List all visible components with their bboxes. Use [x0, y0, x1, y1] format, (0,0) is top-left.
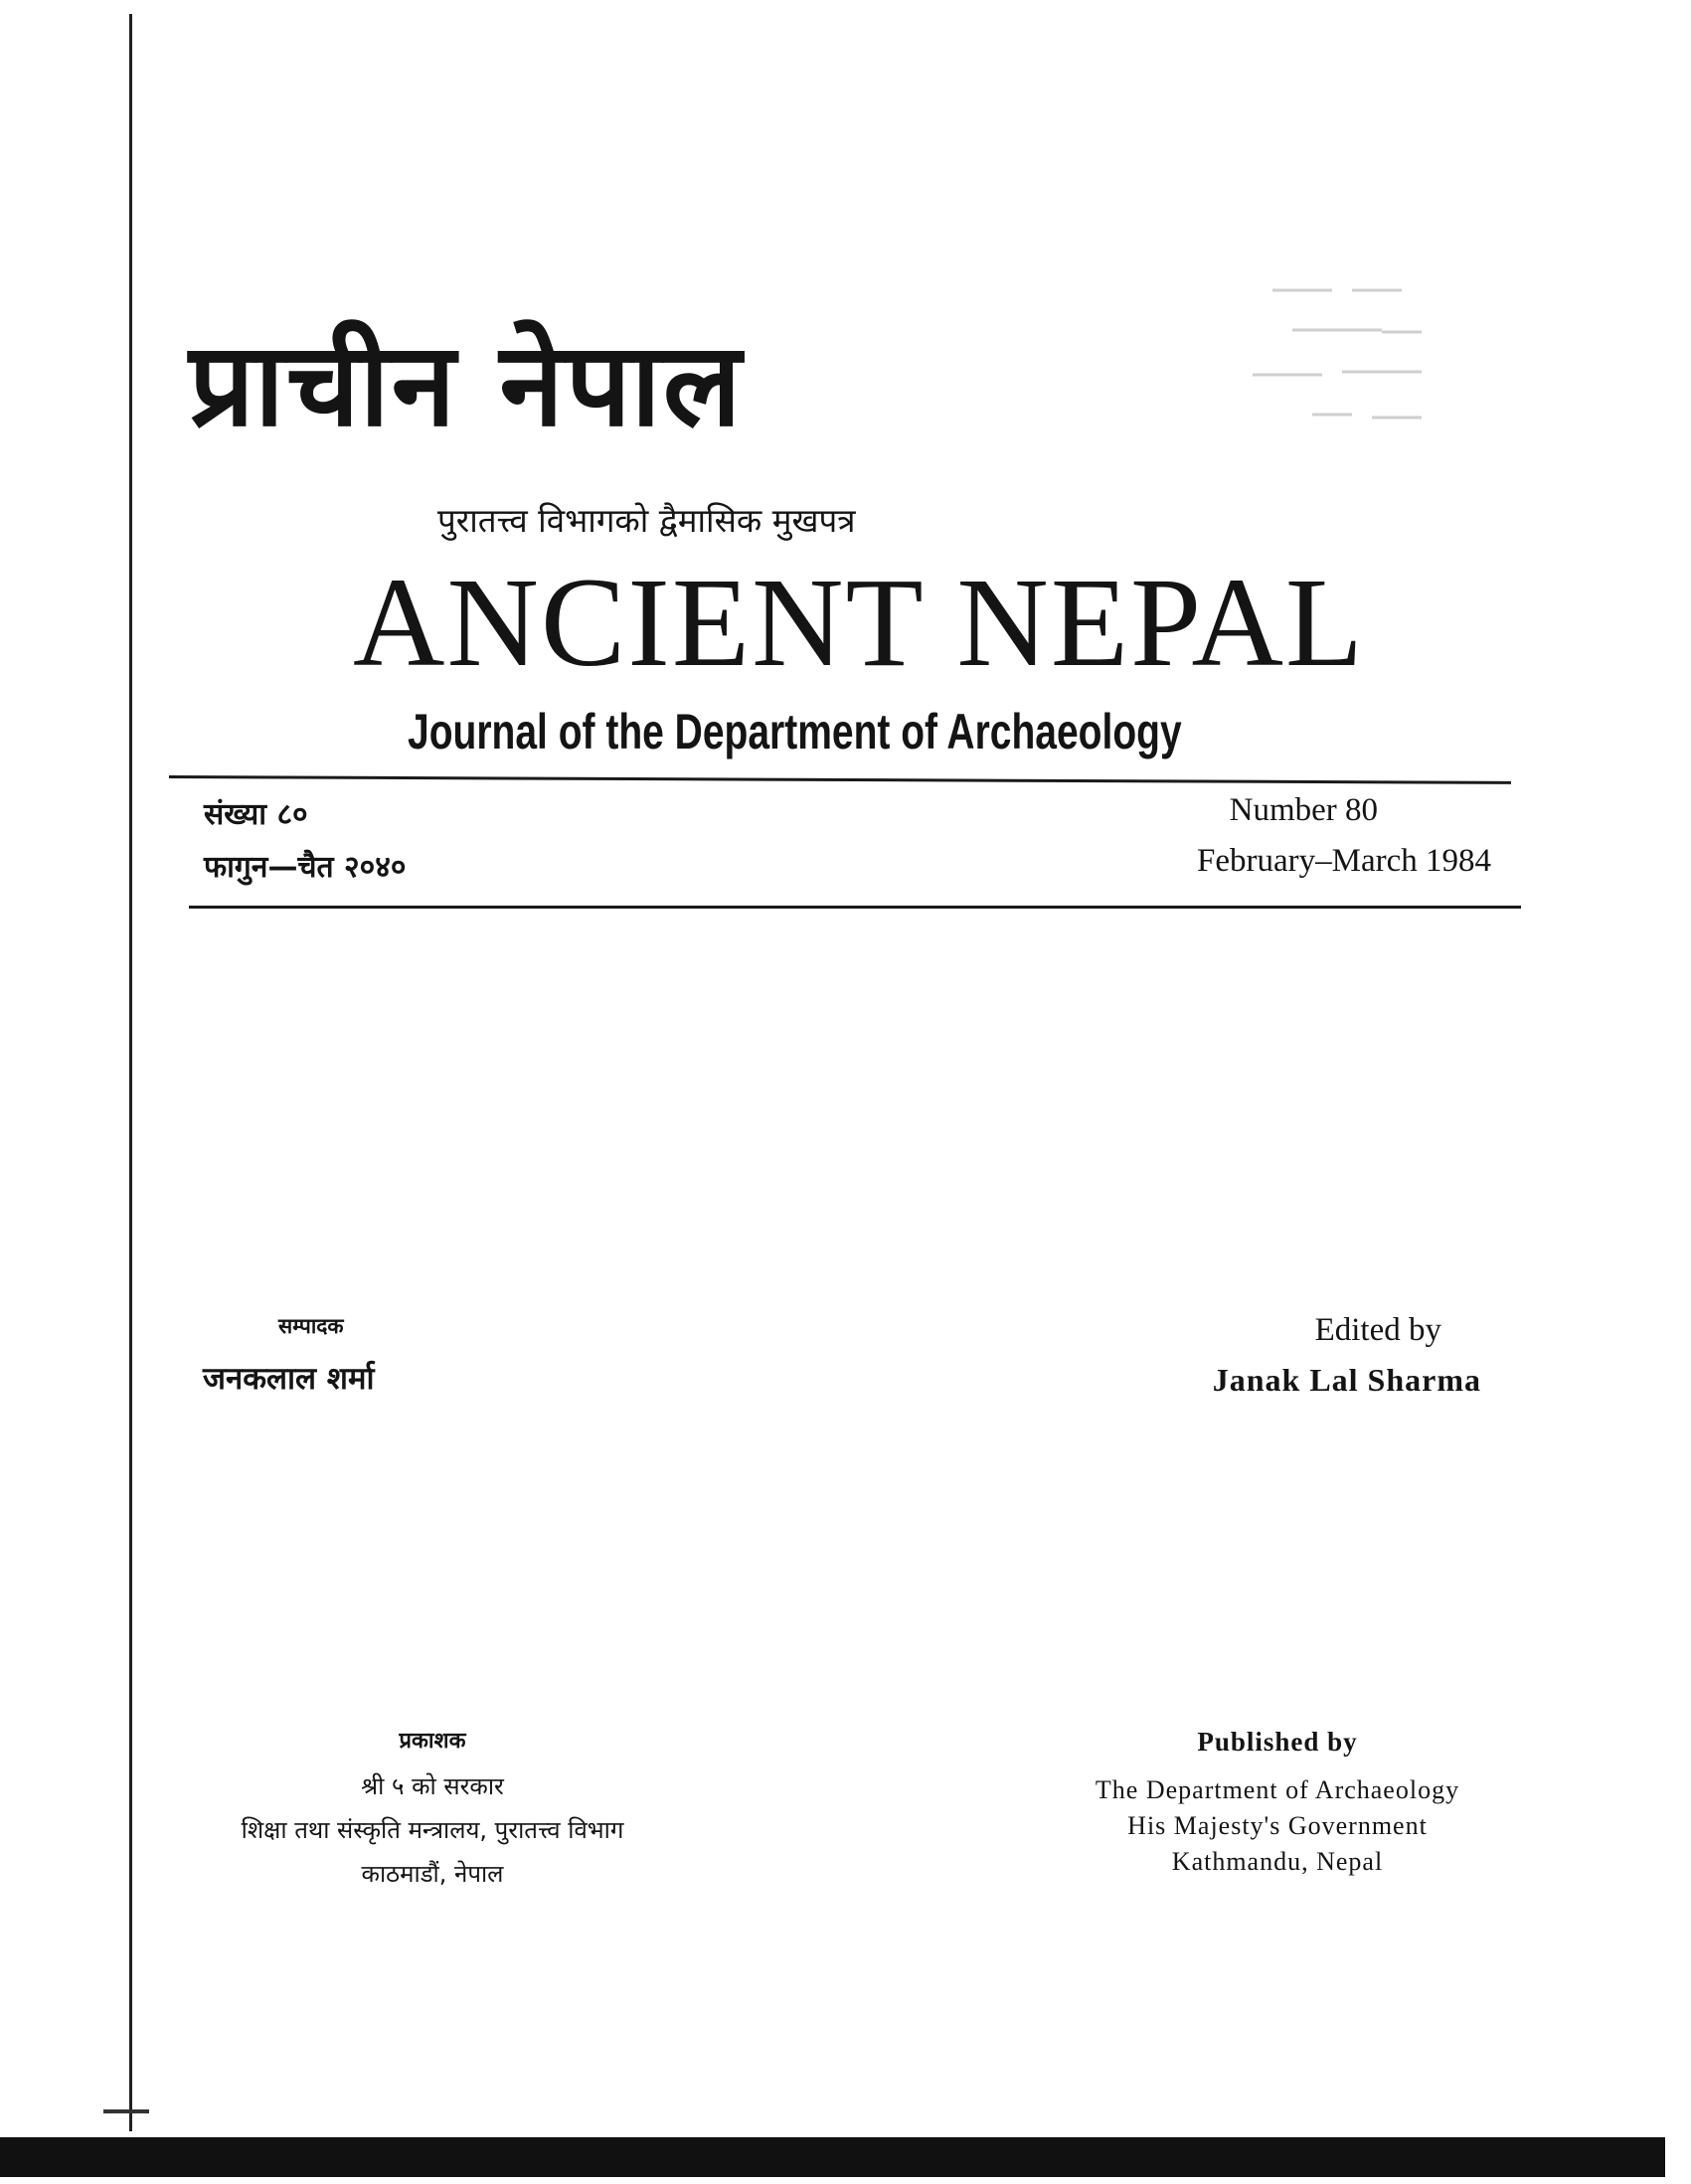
binding-edge: [129, 14, 132, 2131]
journal-subtitle-english: Journal of the Department of Archaeology: [408, 704, 1182, 759]
publisher-line-nepali: श्री ५ को सरकार: [361, 1772, 504, 1800]
issue-number-english: Number 80: [1229, 792, 1378, 828]
publisher-line-nepali: काठमाडौं, नेपाल: [361, 1860, 504, 1888]
faded-stamp-marks: [1233, 280, 1451, 459]
editor-label-nepali: सम्पादक: [278, 1314, 344, 1338]
publisher-block-nepali: [179, 1764, 686, 1896]
publisher-line-english: The Department of Archaeology: [1095, 1775, 1460, 1804]
publisher-label-english: Published by: [1197, 1727, 1358, 1757]
top-rule: [169, 775, 1511, 784]
editor-name-nepali: जनकलाल शर्मा: [203, 1361, 375, 1397]
issue-number-nepali: संख्या ८०: [204, 797, 308, 832]
issue-date-nepali: फागुन—चैत २०४०: [204, 850, 407, 885]
publisher-label-nepali: प्रकाशक: [399, 1729, 466, 1754]
publisher-line-nepali: शिक्षा तथा संस्कृति मन्त्रालय, पुरातत्त्व विभाग: [241, 1816, 624, 1844]
scan-bottom-border: [0, 2137, 1665, 2177]
journal-title-nepali: प्राचीन नेपाल: [189, 318, 744, 452]
editor-label-english: Edited by: [1314, 1312, 1441, 1348]
publisher-block-english: [1044, 1772, 1511, 1880]
publisher-line-english: Kathmandu, Nepal: [1171, 1847, 1384, 1876]
publisher-line-english: His Majesty's Government: [1127, 1811, 1428, 1840]
journal-title-english: ANCIENT NEPAL: [353, 552, 1366, 693]
page-corner-mark: [103, 2109, 149, 2113]
journal-subtitle-nepali: पुरातत्त्व विभागको द्वैमासिक मुखपत्र: [437, 501, 856, 540]
bottom-rule: [189, 906, 1521, 909]
issue-date-english: February–March 1984: [1196, 843, 1491, 879]
editor-name-english: Janak Lal Sharma: [1212, 1362, 1481, 1398]
